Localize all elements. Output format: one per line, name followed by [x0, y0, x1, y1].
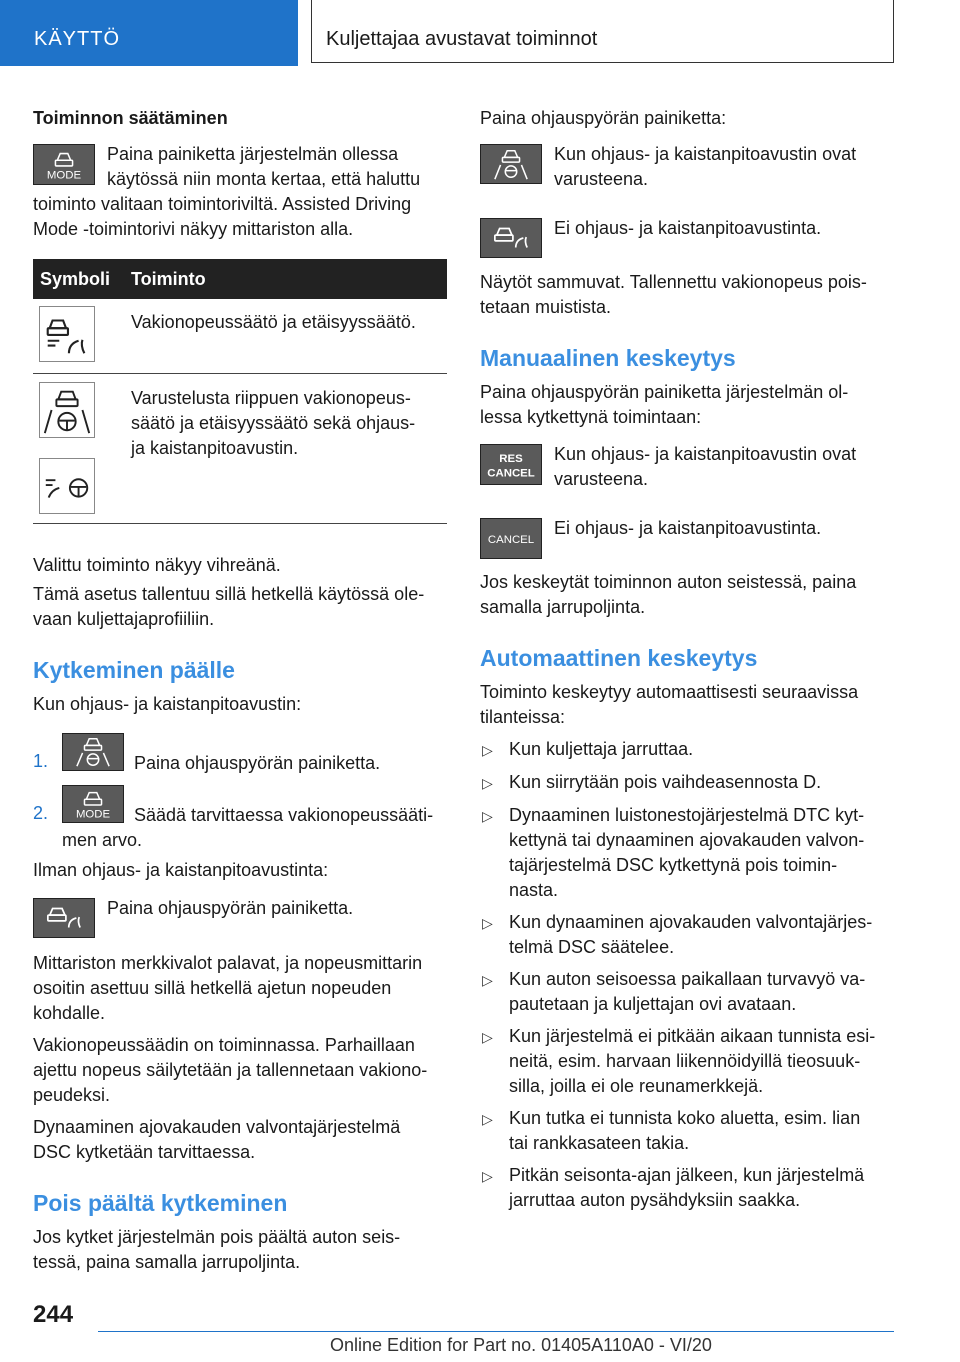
paragraph: Vakionopeussäädin on toiminnassa. Parhaillaan	[33, 1035, 415, 1055]
heading-manual-pause: Manuaalinen keskeytys	[480, 345, 736, 371]
table-row-1-text: Vakionopeussäätö ja etäisyyssäätö.	[131, 312, 416, 332]
paragraph: Näytöt sammuvat. Tallennettu vakionopeus pois-	[480, 272, 867, 292]
paragraph: Mittariston merkkivalot palavat, ja nopeusmittarin	[33, 953, 423, 973]
list-item: Kun dynaaminen ajovakauden valvontajärjes-	[509, 912, 873, 932]
bullet-icon: ▷	[482, 1168, 493, 1184]
bullet-icon: ▷	[482, 972, 493, 988]
section-title: Toiminnon säätäminen	[33, 108, 228, 128]
list-item: jarruttaa auton pysähdyksiin saakka.	[509, 1190, 801, 1210]
list-item: tajärjestelmä DSC kytkettynä pois toimin-	[509, 855, 838, 875]
list-item: pautetaan ja kuljettajan ovi avataan.	[509, 994, 797, 1014]
table-header	[33, 259, 447, 299]
paragraph: Jos kytket järjestelmän pois päältä auton seis-	[33, 1227, 401, 1247]
list-item: Kun kuljettaja jarruttaa.	[509, 739, 694, 759]
paragraph: Ei ohjaus- ja kaistanpitoavustinta.	[554, 218, 822, 238]
paragraph: Ei ohjaus- ja kaistanpitoavustinta.	[554, 518, 822, 538]
cancel-button-icon	[480, 518, 542, 559]
paragraph: ajettu nopeus säilytetään ja tallennetaan vakiono-	[33, 1060, 428, 1080]
mode-icon-text: MODE	[46, 169, 82, 182]
page-number: 244	[33, 1301, 74, 1328]
list-item: Kun siirrytään pois vaihdeasennosta D.	[509, 772, 822, 792]
paragraph: Tämä asetus tallentuu sillä hetkellä käytössä ole-	[33, 584, 425, 604]
intro-line: toiminto valitaan toimintoriviltä. Assisted Driving	[33, 194, 412, 214]
chapter-label: Kuljettajaa avustavat toiminnot	[326, 28, 598, 50]
cancel-icon-text: CANCEL	[487, 467, 535, 480]
list-item: Pitkän seisonta-ajan jälkeen, kun järjestelmä	[509, 1165, 865, 1185]
mode-button-icon	[62, 785, 124, 823]
cancel-icon-text: CANCEL	[487, 533, 535, 546]
bullet-icon: ▷	[482, 915, 493, 931]
paragraph: Toiminto keskeytyy automaattisesti seuraavissa	[480, 682, 859, 702]
res-icon-text: RES	[499, 453, 523, 466]
paragraph: peudeksi.	[33, 1085, 111, 1105]
paragraph: vaan kuljettajaprofiiliin.	[33, 609, 215, 629]
paragraph: Dynaaminen ajovakauden valvontajärjestelmä	[33, 1117, 401, 1137]
heading-switch-on: Kytkeminen päälle	[33, 657, 235, 683]
intro-line: Mode -toimintorivi näkyy mittariston alla.	[33, 219, 354, 239]
header-symbol: Symboli	[40, 269, 111, 289]
paragraph: samalla jarrupoljinta.	[480, 597, 646, 617]
step-number: 1.	[33, 751, 49, 771]
paragraph: varusteena.	[554, 469, 649, 489]
step-2-line: men arvo.	[62, 830, 143, 850]
paragraph: Paina ohjauspyörän painiketta:	[480, 108, 727, 128]
header-function: Toiminto	[131, 269, 206, 289]
bullet-icon: ▷	[482, 1029, 493, 1045]
paragraph: DSC kytketään tarvittaessa.	[33, 1142, 256, 1162]
res-cancel-button-icon	[480, 444, 542, 485]
paragraph: Paina ohjauspyörän painiketta.	[107, 898, 354, 918]
steering-lane-button-icon	[62, 733, 124, 771]
bullet-icon: ▷	[482, 742, 493, 758]
cruise-button-icon	[480, 218, 542, 258]
paragraph: Kun ohjaus- ja kaistanpitoavustin ovat	[554, 444, 857, 464]
step-number: 2.	[33, 803, 49, 823]
chapter-tab	[311, 0, 894, 63]
paragraph: Paina ohjauspyörän painiketta järjestelmän ol-	[480, 382, 849, 402]
mode-icon-text: MODE	[75, 808, 111, 821]
mode-button-icon	[33, 144, 95, 185]
paragraph: kohdalle.	[33, 1003, 106, 1023]
bullet-icon: ▷	[482, 775, 493, 791]
list-item: neitä, esim. harvaan liikennöidyillä tieosuuk-	[509, 1051, 861, 1071]
footer-edition: Online Edition for Part no. 01405A110A0 - VI/20	[330, 1335, 712, 1355]
list-item: Kun järjestelmä ei pitkään aikaan tunnista esi-	[509, 1026, 876, 1046]
list-item: kettynä tai dynaaminen ajovakauden valvon-	[509, 830, 865, 850]
heading-switch-off: Pois päältä kytkeminen	[33, 1190, 288, 1216]
paragraph: tessä, paina samalla jarrupoljinta.	[33, 1252, 301, 1272]
lane-assist-wheel-symbol-icon	[39, 458, 95, 514]
bullet-icon: ▷	[482, 808, 493, 824]
intro-line: Paina painiketta järjestelmän ollessa	[107, 144, 399, 164]
list-item: telmä DSC säätelee.	[509, 937, 675, 957]
paragraph: varusteena.	[554, 169, 649, 189]
cruise-distance-symbol-icon	[39, 306, 95, 362]
list-item: Kun tutka ei tunnista koko aluetta, esim. lian	[509, 1108, 861, 1128]
paragraph: tilanteissa:	[480, 707, 566, 727]
paragraph: Kun ohjaus- ja kaistanpitoavustin ovat	[554, 144, 857, 164]
table-bottom-rule	[33, 523, 447, 524]
table-row-2-line: säätö ja etäisyyssäätö sekä ohjaus-	[131, 413, 416, 433]
list-item: nasta.	[509, 880, 559, 900]
list-item: tai rankkasateen takia.	[509, 1133, 690, 1153]
bullet-icon: ▷	[482, 1111, 493, 1127]
paragraph: Ilman ohjaus- ja kaistanpitoavustinta:	[33, 860, 329, 880]
cruise-button-icon	[33, 898, 95, 938]
table-row-2-line: Varustelusta riippuen vakionopeus-	[131, 388, 411, 408]
step-1-text: Paina ohjauspyörän painiketta.	[134, 753, 381, 773]
table-row-2-line: ja kaistanpitoavustin.	[131, 438, 299, 458]
paragraph: Valittu toiminto näkyy vihreänä.	[33, 555, 281, 575]
section-label: KÄYTTÖ	[34, 28, 121, 50]
paragraph: osoitin asettuu sillä hetkellä ajetun nopeuden	[33, 978, 392, 998]
intro-line: käytössä niin monta kertaa, että haluttu	[107, 169, 421, 189]
footer-rule	[98, 1331, 894, 1332]
heading-auto-pause: Automaattinen keskeytys	[480, 645, 758, 671]
section-tab	[0, 0, 298, 66]
table-divider	[33, 373, 447, 374]
lane-assist-car-symbol-icon	[39, 382, 95, 438]
step-2-line: Säädä tarvittaessa vakionopeussääti-	[134, 805, 434, 825]
paragraph: Jos keskeytät toiminnon auton seistessä, paina	[480, 572, 857, 592]
paragraph: lessa kytkettynä toimintaan:	[480, 407, 702, 427]
steering-lane-button-icon	[480, 144, 542, 184]
list-item: Dynaaminen luistonestojärjestelmä DTC kyt-	[509, 805, 865, 825]
list-item: silla, joilla ei ole reunamerkkejä.	[509, 1076, 764, 1096]
paragraph: tetaan muistista.	[480, 297, 612, 317]
list-item: Kun auton seisoessa paikallaan turvavyö va-	[509, 969, 866, 989]
paragraph: Kun ohjaus- ja kaistanpitoavustin:	[33, 694, 302, 714]
